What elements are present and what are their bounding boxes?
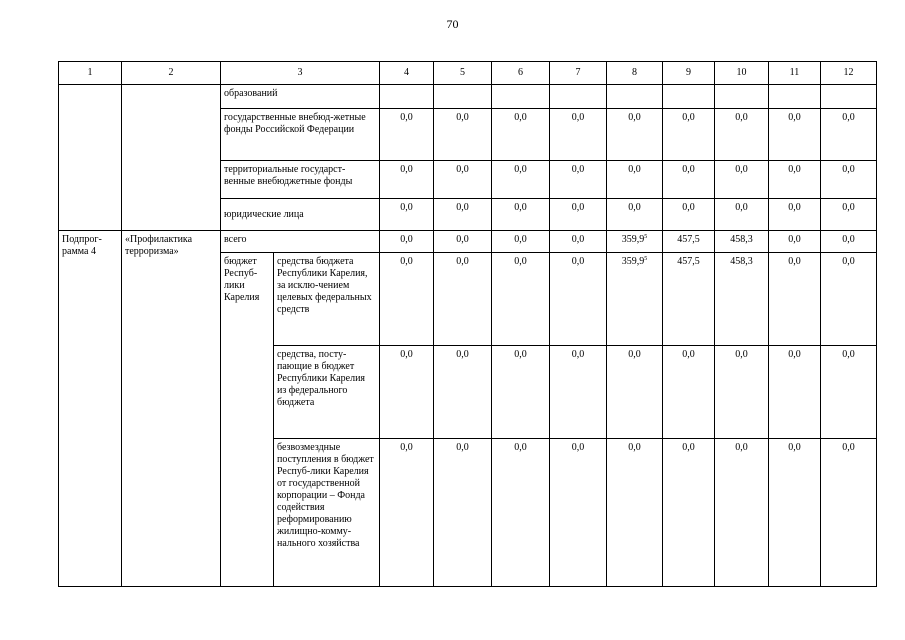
header-cell: 6	[492, 62, 550, 85]
header-cell: 4	[380, 62, 434, 85]
value-cell: 0,0	[434, 231, 492, 253]
value-cell: 0,0	[821, 231, 877, 253]
row-label: средства бюджета Республики Карелия, за исклю-чением целевых федеральных средств	[274, 253, 380, 346]
value-cell: 0,0	[380, 253, 434, 346]
header-cell: 3	[221, 62, 380, 85]
footnote-mark: 5	[644, 234, 648, 240]
value-cell: 458,3	[715, 231, 769, 253]
empty-cell	[122, 85, 221, 231]
value-cell: 0,0	[821, 161, 877, 199]
header-row	[59, 62, 877, 85]
value-cell: 0,0	[607, 199, 663, 231]
row-label: территориальные государст-венные внебюджетные фонды	[221, 161, 380, 199]
value-cell: 0,0	[492, 346, 550, 439]
value-cell: 0,0	[821, 109, 877, 161]
header-cell: 2	[122, 62, 221, 85]
header-cell: 1	[59, 62, 122, 85]
header-cell: 12	[821, 62, 877, 85]
table-row	[59, 85, 877, 109]
value-cell: 0,0	[434, 439, 492, 587]
value-cell: 0,0	[607, 161, 663, 199]
value-cell: 0,0	[769, 161, 821, 199]
value-cell: 0,0	[550, 109, 607, 161]
row-label: государственные внебюд-жетные фонды Российской Федерации	[221, 109, 380, 161]
value-cell: 0,0	[715, 346, 769, 439]
budget-table	[58, 61, 877, 587]
value-cell: 0,0	[715, 199, 769, 231]
value-cell	[607, 231, 663, 253]
value-cell: 0,0	[821, 199, 877, 231]
header-cell: 5	[434, 62, 492, 85]
value-cell: 0,0	[550, 199, 607, 231]
header-cell: 11	[769, 62, 821, 85]
value-cell: 0,0	[550, 231, 607, 253]
value-cell: 0,0	[663, 346, 715, 439]
value-cell: 0,0	[769, 253, 821, 346]
value-cell: 0,0	[607, 439, 663, 587]
value-cell: 0,0	[434, 161, 492, 199]
value-cell: 0,0	[607, 346, 663, 439]
value-cell: 0,0	[492, 109, 550, 161]
value-cell: 0,0	[550, 439, 607, 587]
footnote-mark: 5	[644, 256, 648, 262]
program-title: «Профилактика терроризма»	[122, 231, 221, 587]
value-cell: 0,0	[434, 109, 492, 161]
header-cell: 9	[663, 62, 715, 85]
value-cell: 457,5	[663, 231, 715, 253]
value-cell: 0,0	[492, 199, 550, 231]
value-cell: 0,0	[434, 253, 492, 346]
value-cell	[607, 253, 663, 346]
value-cell: 0,0	[769, 231, 821, 253]
program-cell: Подпрог-рамма 4	[59, 231, 122, 587]
value-text: 359,9	[621, 234, 645, 245]
value-cell: 0,0	[715, 439, 769, 587]
value-cell: 0,0	[492, 231, 550, 253]
value-cell: 0,0	[492, 253, 550, 346]
page-number: 70	[446, 17, 459, 31]
value-cell: 0,0	[550, 346, 607, 439]
row-label: всего	[221, 231, 380, 253]
value-cell: 0,0	[663, 199, 715, 231]
value-cell: 0,0	[492, 161, 550, 199]
table-row	[59, 231, 877, 253]
value-text: 359,9	[621, 256, 645, 267]
value-cell: 0,0	[380, 161, 434, 199]
value-cell: 0,0	[380, 109, 434, 161]
value-cell: 0,0	[769, 439, 821, 587]
value-cell: 0,0	[550, 161, 607, 199]
row-label: безвозмездные поступления в бюджет Респуб-лики Карелия от государственной корпорации – Фонда содействия реформированию жилищно-комму-нального хозяйства	[274, 439, 380, 587]
row-label: юридические лица	[221, 199, 380, 231]
value-cell: 0,0	[663, 109, 715, 161]
budget-group-label: бюджет Респуб-лики Карелия	[221, 253, 274, 587]
value-cell: 0,0	[380, 199, 434, 231]
value-cell: 0,0	[663, 161, 715, 199]
header-cell: 10	[715, 62, 769, 85]
value-cell: 0,0	[821, 253, 877, 346]
value-cell: 0,0	[434, 199, 492, 231]
value-cell: 0,0	[434, 346, 492, 439]
value-cell: 0,0	[821, 439, 877, 587]
row-label: средства, посту-пающие в бюджет Республики Карелия из федерального бюджета	[274, 346, 380, 439]
value-cell: 0,0	[380, 439, 434, 587]
value-cell: 0,0	[769, 109, 821, 161]
value-cell: 0,0	[380, 231, 434, 253]
value-cell: 0,0	[715, 161, 769, 199]
value-cell: 0,0	[380, 346, 434, 439]
value-cell: 0,0	[769, 199, 821, 231]
header-cell: 7	[550, 62, 607, 85]
value-cell: 0,0	[492, 439, 550, 587]
value-cell: 0,0	[550, 253, 607, 346]
value-cell: 0,0	[663, 439, 715, 587]
empty-cell	[59, 85, 122, 231]
value-cell: 0,0	[715, 109, 769, 161]
value-cell: 0,0	[607, 109, 663, 161]
row-label: образований	[221, 85, 380, 109]
value-cell: 457,5	[663, 253, 715, 346]
value-cell: 0,0	[769, 346, 821, 439]
value-cell: 0,0	[821, 346, 877, 439]
value-cell: 458,3	[715, 253, 769, 346]
header-cell: 8	[607, 62, 663, 85]
